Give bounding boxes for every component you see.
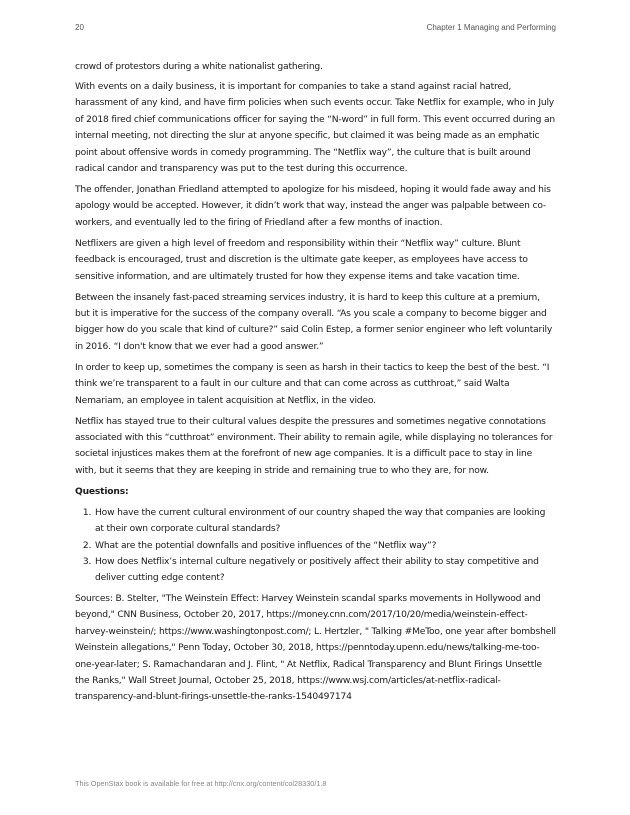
paragraph: With events on a daily business, it is important for companies to take a stand against racial hatred, harassment of any kind, and have firm policies when such events occur. Take Netflix for example, who in July of 2018 fired chief communications officer for saying the “N-word” in full form. This event occurred during an internal meeting, not directing the slur at anyone specific, but claimed it was being made as an emphatic point about offensive words in comedy programming. The “Netflix way”, the culture that is built around radical candor and transparency was put to the test during this occurrence.: [75, 81, 555, 174]
paragraph: The offender, Jonathan Friedland attempted to apologize for his misdeed, hoping it would fade away and his apology would be accepted. However, it didn’t work that way, instead the anger was palpable between co-workers, and eventually led to the firing of Friedland after a few months of inaction.: [75, 184, 551, 228]
paragraph: crowd of protestors during a white nationalist gathering.: [75, 62, 323, 72]
questions-list: [75, 505, 556, 587]
paragraph: Netflixers are given a high level of freedom and responsibility within their “Netflix way” culture. Blunt feedback is encouraged, trust and discretion is the ultimate gate keeper, as employees have access to sensitive information, and are ultimately trusted for how they expense items and take vacation time.: [75, 238, 528, 282]
footer-note: This OpenStax book is available for free at http://cnx.org/content/col28330/1.8: [75, 779, 327, 788]
question-item: 2. What are the potential downfalls and positive influences of the “Netflix way”?: [94, 538, 556, 554]
question-item: 1. How have the current cultural environment of our country shaped the way that companies are looking at their own corporate cultural standards?: [94, 505, 556, 538]
paragraph: In order to keep up, sometimes the company is seen as harsh in their tactics to keep the best of the best. “I think we’re transparent to a fault in our culture and that can come across as cutthroat,” said Walta Nemariam, an employee in talent acquisition at Netflix, in the video.: [75, 362, 550, 406]
page-content: [75, 59, 556, 710]
paragraph: Between the insanely fast-paced streaming services industry, it is hard to keep this culture at a premium, but it is imperative for the success of the company overall. “As you scale a company to become bigger and bigger how do you scale that kind of culture?” said Colin Estep, a former senior engineer who left voluntarily in 2016. “I don't know that we ever had a good answer.”: [75, 292, 553, 352]
sources-paragraph: Sources: B. Stelter, "The Weinstein Effect: Harvey Weinstein scandal sparks movements in Hollywood and beyond," CNN Business, October 20, 2017, https://money.cnn.com/2017/10/20/media/weinstein-effect-harvey-weinstein/; https://www.washingtonpost.com/; L. Hertzler, " Talking #MeToo, one year after bombshell Weinstein allegations," Penn Today, October 30, 2018, https://penntoday.upenn.edu/news/talking-me-too-one-year-later; S. Ramachandaran and J. Flint, " At Netflix, Radical Transparency and Blunt Firings Unsettle the Ranks," Wall Street Journal, October 25, 2018, https://www.wsj.com/articles/at-netflix-radical-transparency-and-blunt-firings-unsettle-the-ranks-1540497174: [75, 594, 556, 703]
chapter-title: Chapter 1 Managing and Performing: [426, 23, 556, 32]
questions-heading: Questions:: [75, 486, 129, 497]
paragraph: Netflix has stayed true to their cultural values despite the pressures and sometimes negative connotations associated with this “cutthroat” environment. Their ability to remain agile, while displaying no tolerances for societal injustices makes them at the forefront of new age companies. It is a difficult pace to stay in line with, but it seems that they are keeping in stride and remaining true to who they are, for now.: [75, 416, 553, 476]
question-item: 3. How does Netflix’s internal culture negatively or positively affect their ability to stay competitive and deliver cutting edge content?: [94, 554, 556, 587]
page-number: 20: [75, 23, 84, 32]
